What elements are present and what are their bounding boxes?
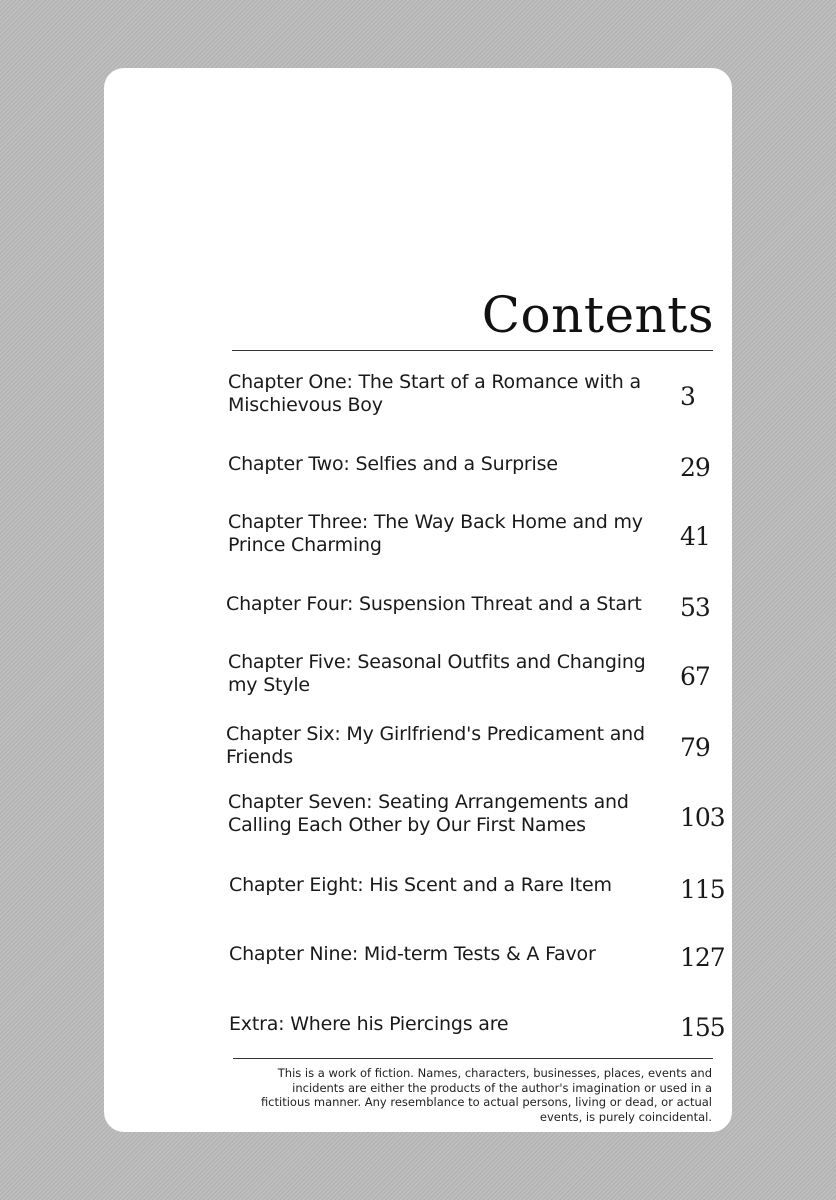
chapter-title: Chapter Two: Selfies and a Surprise	[228, 453, 558, 475]
chapter-page-number: 115	[680, 875, 725, 904]
chapter-title: Chapter Seven: Seating Arrangements and Calling Each Other by Our First Names	[228, 791, 629, 836]
chapter-page-number: 3	[680, 382, 695, 411]
chapter-title: Extra: Where his Piercings are	[229, 1013, 509, 1035]
chapter-title: Chapter One: The Start of a Romance with a Mischievous Boy	[228, 371, 641, 416]
page-title: Contents	[481, 286, 714, 344]
chapter-page-number: 79	[680, 733, 710, 762]
title-divider	[232, 350, 713, 351]
fiction-disclaimer: This is a work of fiction. Names, characters, businesses, places, events and incidents are either the products of the author's imagination or used in a fictitious manner. Any resemblance to actual persons, living or dead, or actual events, is purely coincidental.	[260, 1066, 712, 1124]
chapter-page-number: 127	[680, 943, 725, 972]
chapter-title: Chapter Eight: His Scent and a Rare Item	[229, 874, 612, 896]
chapter-page-number: 155	[680, 1013, 725, 1042]
chapter-page-number: 41	[680, 522, 710, 551]
chapter-title: Chapter Six: My Girlfriend's Predicament and Friends	[226, 723, 645, 768]
chapter-page-number: 67	[680, 662, 710, 691]
chapter-title: Chapter Four: Suspension Threat and a Start	[226, 593, 642, 615]
contents-page	[104, 68, 732, 1132]
chapter-page-number: 53	[680, 593, 710, 622]
chapter-title: Chapter Nine: Mid-term Tests & A Favor	[229, 943, 596, 965]
chapter-title: Chapter Three: The Way Back Home and my Prince Charming	[228, 511, 643, 556]
chapter-title: Chapter Five: Seasonal Outfits and Changing my Style	[228, 651, 646, 696]
chapter-page-number: 103	[680, 803, 725, 832]
footer-divider	[233, 1058, 713, 1059]
chapter-page-number: 29	[680, 453, 710, 482]
